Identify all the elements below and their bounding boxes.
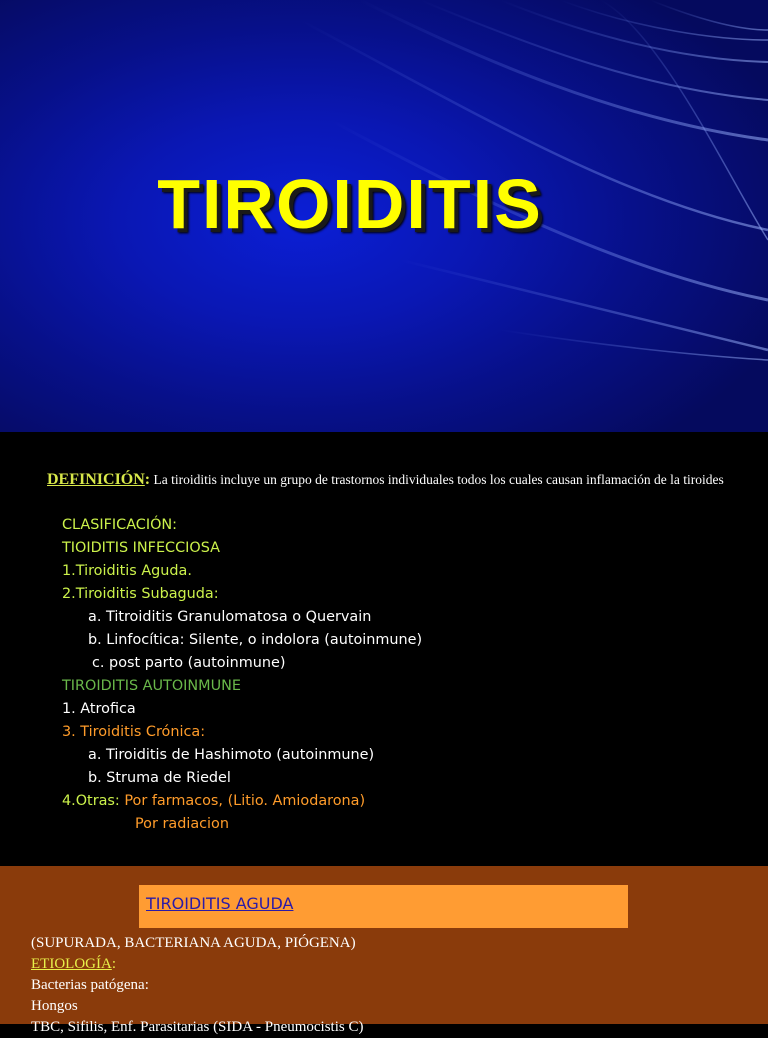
- body-line-etiology: [31, 954, 751, 975]
- slide-title: TIROIDITIS AGUDA: [146, 894, 294, 913]
- body-line-fungi: Hongos: [31, 998, 78, 1014]
- list-item-aguda: 1.Tiroiditis Aguda.: [62, 563, 192, 579]
- list-item-postparto: c. post parto (autoinmune): [92, 655, 286, 671]
- otras-text: Por farmacos, (Litio. Amiodarona): [119, 793, 366, 809]
- otras-label: 4.Otras:: [62, 793, 120, 809]
- list-item-linfocitica: b. Linfocítica: Silente, o indolora (autoinmune): [88, 632, 423, 648]
- acute-thyroiditis-slide: [0, 866, 768, 1035]
- title-slide: [0, 0, 768, 432]
- etiology-colon: :: [111, 956, 116, 972]
- list-item-subaguda: 2.Tiroiditis Subaguda:: [62, 586, 219, 602]
- body-line-bacteria: Bacterias patógena:: [31, 977, 149, 993]
- slide-title: TIROIDITIS: [157, 165, 543, 243]
- list-item-otras: [62, 790, 742, 813]
- classification-slide: [0, 432, 768, 866]
- list-item-radiacion: Por radiacion: [135, 816, 229, 832]
- slide-body: [31, 933, 751, 1038]
- definition-text: La tiroiditis incluye un grupo de trastornos individuales todos los cuales causan inflamación de la tiroides: [150, 472, 724, 487]
- list-item-riedel: b. Struma de Riedel: [88, 770, 231, 786]
- classification-heading: CLASIFICACIÓN:: [62, 517, 178, 533]
- slide-title-box: [139, 885, 628, 928]
- classification-outline: [62, 514, 742, 836]
- etiology-label: ETIOLOGÍA: [31, 956, 112, 972]
- definition-colon: :: [144, 471, 151, 488]
- list-item-hashimoto: a. Tiroiditis de Hashimoto (autoinmune): [88, 747, 375, 763]
- autoinmune-heading: TIROIDITIS AUTOINMUNE: [62, 678, 241, 694]
- list-item-granulomatosa: a. Titroiditis Granulomatosa o Quervain: [88, 609, 372, 625]
- body-line-synonyms: (SUPURADA, BACTERIANA AGUDA, PIÓGENA): [31, 935, 356, 951]
- list-item-atrofica: 1. Atrofica: [62, 701, 136, 717]
- infecciosa-heading: TIOIDITIS INFECCIOSA: [62, 540, 220, 556]
- body-line-other-causes: TBC, Sifilis, Enf. Parasitarias (SIDA - Pneumocistis C): [31, 1019, 364, 1035]
- list-item-cronica: 3. Tiroiditis Crónica:: [62, 724, 206, 740]
- definition-paragraph: [47, 470, 737, 490]
- definition-label: DEFINICIÓN: [47, 471, 145, 488]
